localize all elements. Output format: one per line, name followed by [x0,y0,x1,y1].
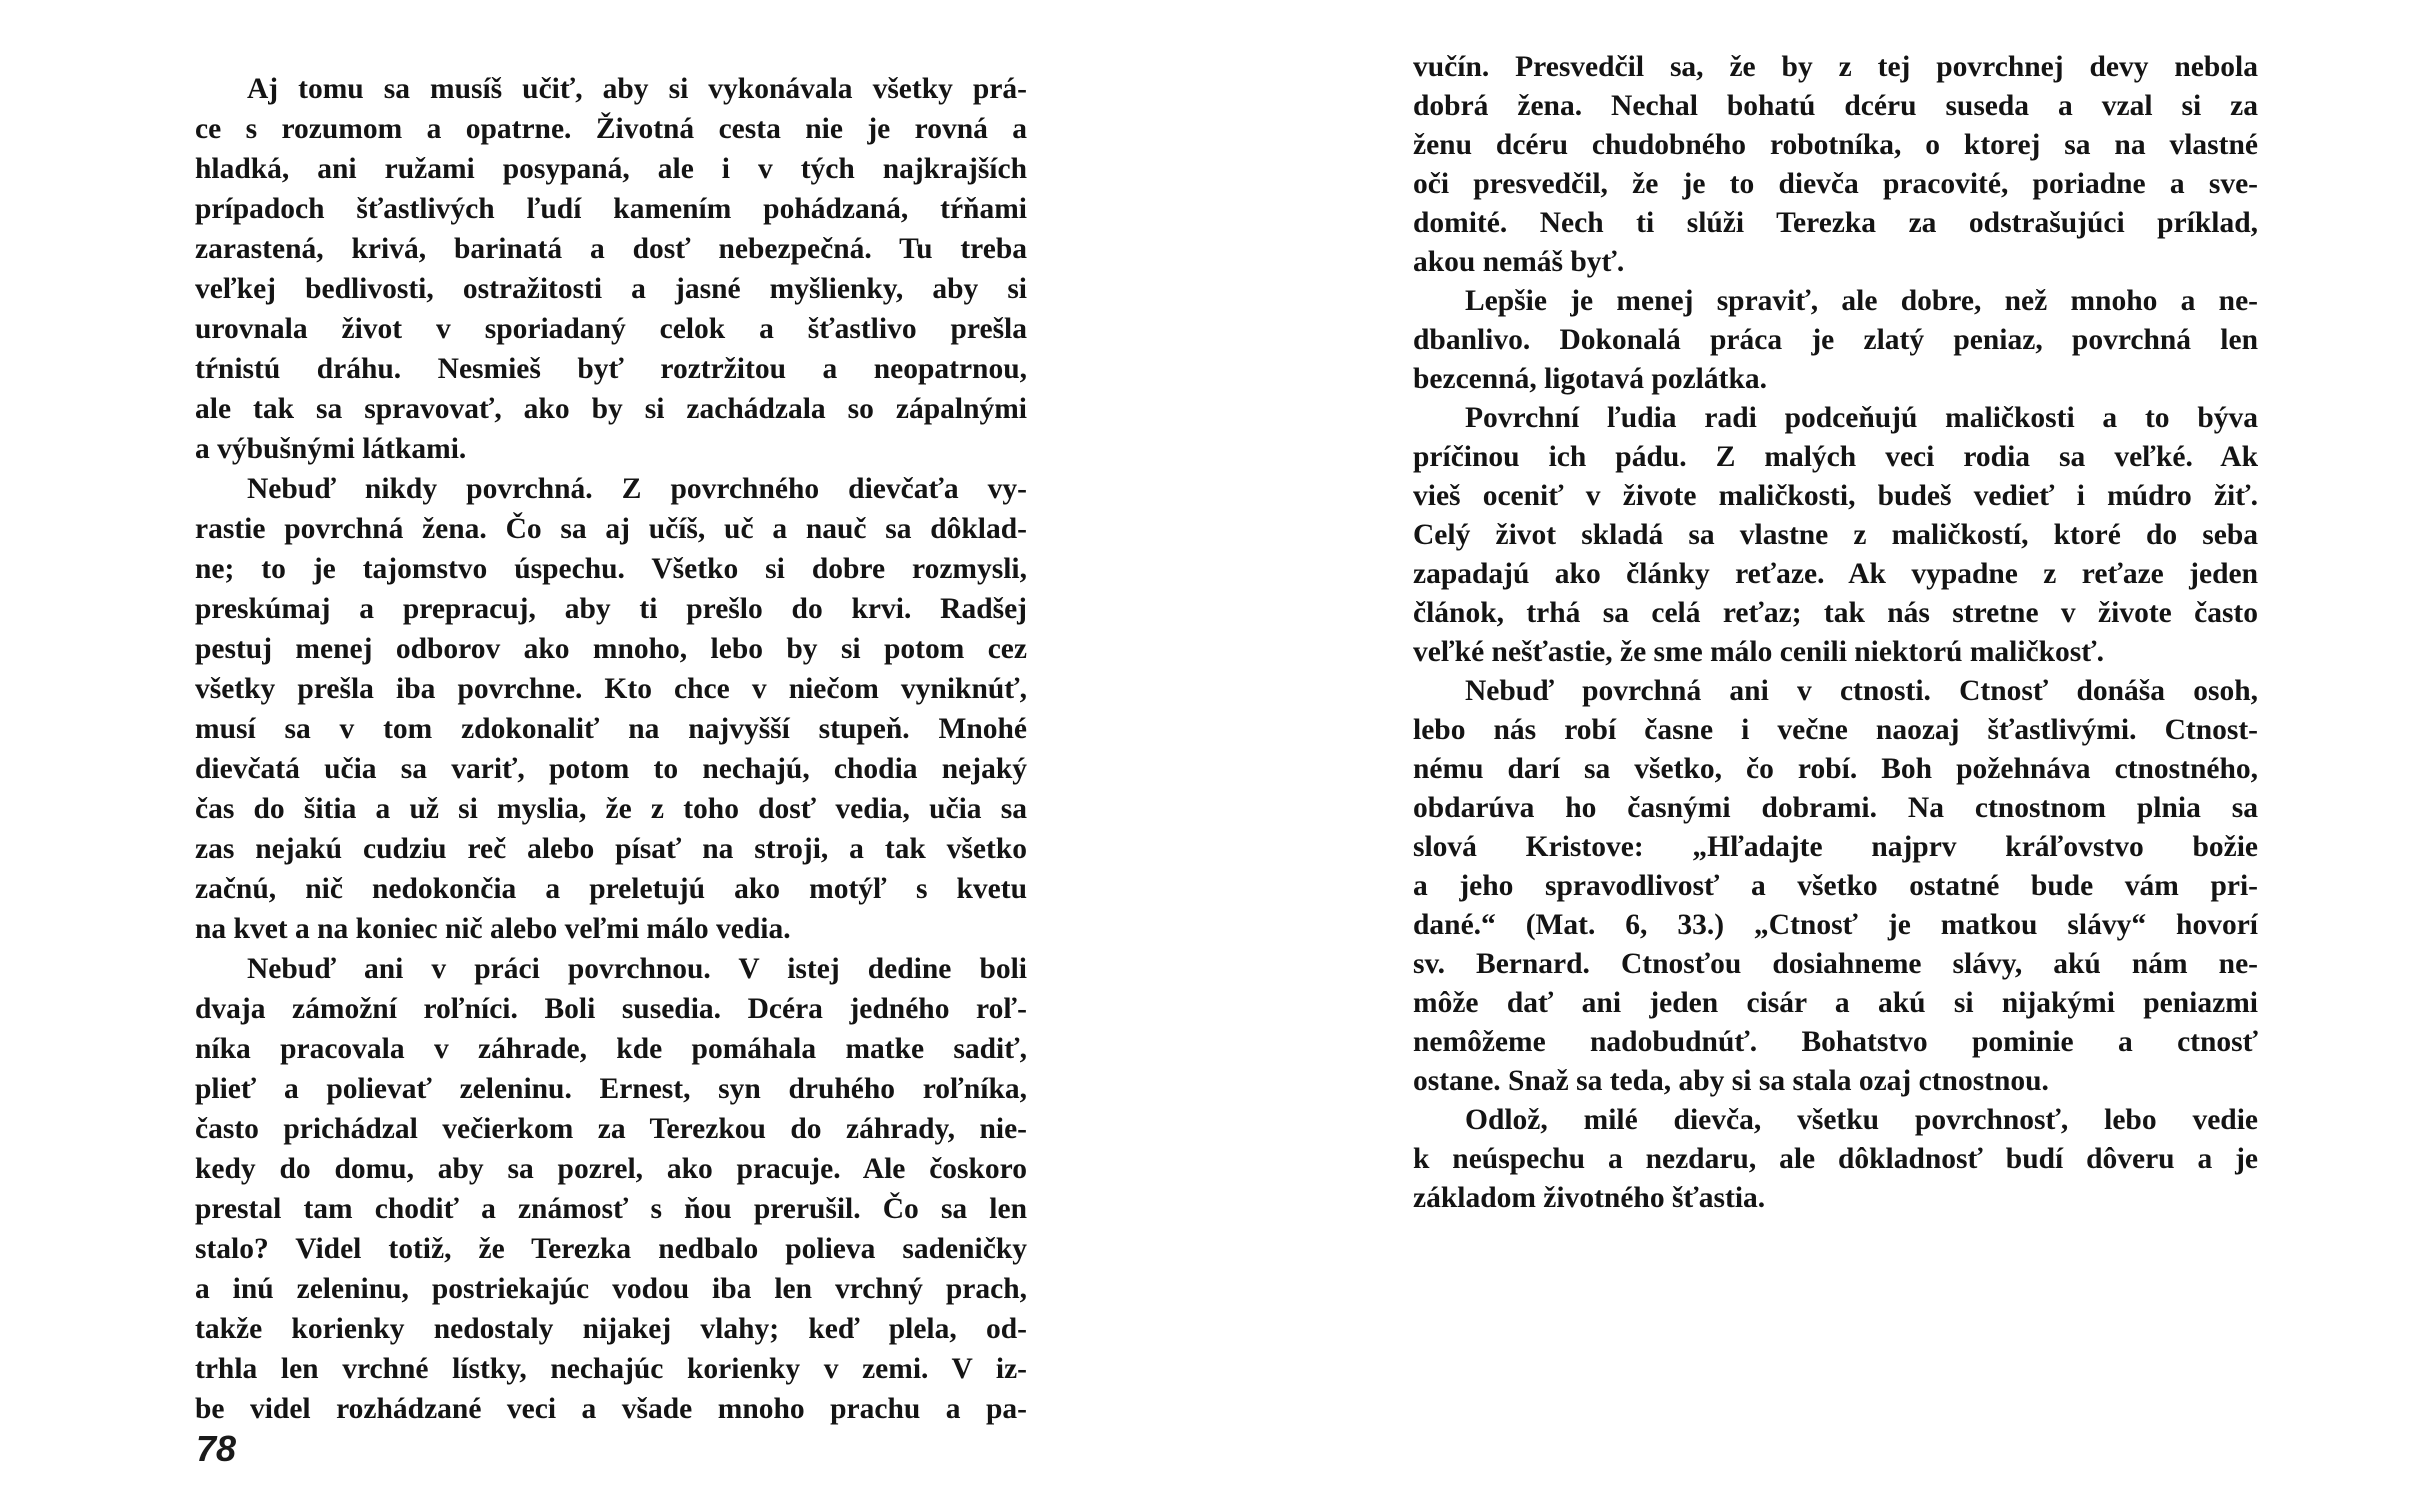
text-line: domité. Nech ti slúži Terezka za odstrašujúci príklad, [1413,207,2258,239]
text-line: Aj tomu sa musíš učiť, aby si vykonávala všetky prá- [247,73,1027,105]
text-line: akou nemáš byť. [1413,246,1625,278]
text-line: ženu dcéru chudobného robotníka, o ktorej sa na vlastné [1413,129,2258,161]
page-number: 78 [196,1428,237,1469]
text-line: ce s rozumom a opatrne. Životná cesta nie je rovná a [195,113,1027,145]
text-line: trhla len vrchné lístky, nechajúc korienky v zemi. V iz- [195,1353,1027,1385]
text-line: slová Kristove: „Hľadajte najprv kráľovstvo božie [1413,831,2258,863]
text-line: hladká, ani ružami posypaná, ale i v tých najkrajších [195,153,1027,185]
paragraph [1413,282,2258,399]
text-line: Lepšie je menej spraviť, ale dobre, než mnoho a ne- [1465,285,2258,317]
text-line: tŕnistú dráhu. Nesmieš byť roztržitou a neopatrnou, [195,353,1027,385]
text-line: všetky prešla iba povrchne. Kto chce v niečom vyniknúť, [195,673,1027,705]
text-line: nému darí sa všetko, čo robí. Boh požehnáva ctnostného, [1413,753,2258,785]
text-line: dobrá žena. Nechal bohatú dcéru suseda a vzal si za [1413,90,2258,122]
paragraph [195,69,1027,469]
text-line: oči presvedčil, že je to dievča pracovité, poriadne a sve- [1413,168,2258,200]
paragraph [195,949,1027,1429]
text-line: be videl rozhádzané veci a všade mnoho prachu a pa- [195,1393,1027,1425]
text-line: a inú zeleninu, postriekajúc vodou iba len vrchný prach, [195,1273,1027,1305]
left-page-text [195,69,1027,1429]
text-line: často prichádzal večierkom za Terezkou do záhrady, nie- [195,1113,1027,1145]
text-line: veľké nešťastie, že sme málo cenili niektorú maličkosť. [1413,636,2105,668]
text-line: pestuj menej odborov ako mnoho, lebo by si potom cez [195,633,1027,665]
text-line: ostane. Snaž sa teda, aby si sa stala ozaj ctnostnou. [1413,1065,2049,1097]
text-line: plieť a polievať zeleninu. Ernest, syn druhého roľníka, [195,1073,1027,1105]
text-line: prestal tam chodiť a známosť s ňou prerušil. Čo sa len [195,1193,1027,1225]
text-line: čas do šitia a už si myslia, že z toho dosť vedia, učia sa [195,793,1027,825]
text-line: príčinou ich pádu. Z malých veci rodia sa veľké. Ak [1413,441,2258,473]
text-line: dvaja zámožní roľníci. Boli susedia. Dcéra jedného roľ- [195,993,1027,1025]
text-line: Celý život skladá sa vlastne z maličkostí, ktoré do seba [1413,519,2258,551]
text-line: ale tak sa spravovať, ako by si zachádzala so zápalnými [195,393,1027,425]
text-line: a jeho spravodlivosť a všetko ostatné bude vám pri- [1413,870,2258,902]
paragraph [1413,672,2258,1101]
text-line: lebo nás robí časne i večne naozaj šťastlivými. Ctnost- [1413,714,2258,746]
text-line: vučín. Presvedčil sa, že by z tej povrchnej devy nebola [1413,51,2258,83]
text-line: dievčatá učia sa variť, potom to nechajú, chodia nejaký [195,753,1027,785]
paragraph [1413,399,2258,672]
text-line: vieš oceniť v živote maličkosti, budeš vedieť i múdro žiť. [1413,480,2258,512]
paragraph [1413,1101,2258,1218]
text-line: zas nejakú cudziu reč alebo písať na stroji, a tak všetko [195,833,1027,865]
text-line: a výbušnými látkami. [195,433,467,465]
text-line: Nebuď nikdy povrchná. Z povrchného dievčaťa vy- [247,473,1027,505]
text-line: zapadajú ako články reťaze. Ak vypadne z reťaze jeden [1413,558,2258,590]
text-line: Nebuď ani v práci povrchnou. V istej dedine boli [247,953,1027,985]
text-line: dbanlivo. Dokonalá práca je zlatý peniaz, povrchná len [1413,324,2258,356]
text-line: k neúspechu a nezdaru, ale dôkladnosť budí dôveru a je [1413,1143,2258,1175]
text-line: urovnala život v sporiadaný celok a šťastlivo prešla [195,313,1027,345]
paragraph [1413,48,2258,282]
text-line: Nebuď povrchná ani v ctnosti. Ctnosť donáša osoh, [1465,675,2258,707]
text-line: článok, trhá sa celá reťaz; tak nás stretne v živote často [1413,597,2258,629]
text-line: na kvet a na koniec nič alebo veľmi málo vedia. [195,913,791,945]
text-line: obdarúva ho časnými dobrami. Na ctnostnom plnia sa [1413,792,2258,824]
text-line: preskúmaj a prepracuj, aby ti prešlo do krvi. Radšej [195,593,1027,625]
text-line: takže korienky nedostaly nijakej vlahy; keď plela, od- [195,1313,1027,1345]
text-line: bezcenná, ligotavá pozlátka. [1413,363,1767,395]
text-line: stalo? Videl totiž, že Terezka nedbalo polieva sadeničky [195,1233,1027,1265]
text-line: začnú, nič nedokončia a preletujú ako motýľ s kvetu [195,873,1027,905]
text-line: rastie povrchná žena. Čo sa aj učíš, uč a nauč sa dôklad- [195,513,1027,545]
text-line: základom životného šťastia. [1413,1182,1766,1214]
text-line: Povrchní ľudia radi podceňujú maličkosti a to býva [1465,402,2258,434]
text-line: zarastená, krivá, barinatá a dosť nebezpečná. Tu treba [195,233,1027,265]
text-line: sv. Bernard. Ctnosťou dosiahneme slávy, akú nám ne- [1413,948,2258,980]
text-line: prípadoch šťastlivých ľudí kamením pohádzaná, tŕňami [195,193,1027,225]
paragraph [195,469,1027,949]
text-line: níka pracovala v záhrade, kde pomáhala matke sadiť, [195,1033,1027,1065]
text-line: Odlož, milé dievča, všetku povrchnosť, lebo vedie [1465,1104,2258,1136]
text-line: musí sa v tom zdokonaliť na najvyšší stupeň. Mnohé [195,713,1027,745]
text-line: ne; to je tajomstvo úspechu. Všetko si dobre rozmysli, [195,553,1027,585]
text-line: nemôžeme nadobudnúť. Bohatstvo pominie a ctnosť [1413,1026,2258,1058]
text-line: môže dať ani jeden cisár a akú si nijakými peniazmi [1413,987,2258,1019]
text-line: kedy do domu, aby sa pozrel, ako pracuje. Ale čoskoro [195,1153,1027,1185]
right-page-text [1413,48,2258,1218]
text-line: veľkej bedlivosti, ostražitosti a jasné myšlienky, aby si [195,273,1027,305]
text-line: dané.“ (Mat. 6, 33.) „Ctnosť je matkou slávy“ hovorí [1413,909,2258,941]
